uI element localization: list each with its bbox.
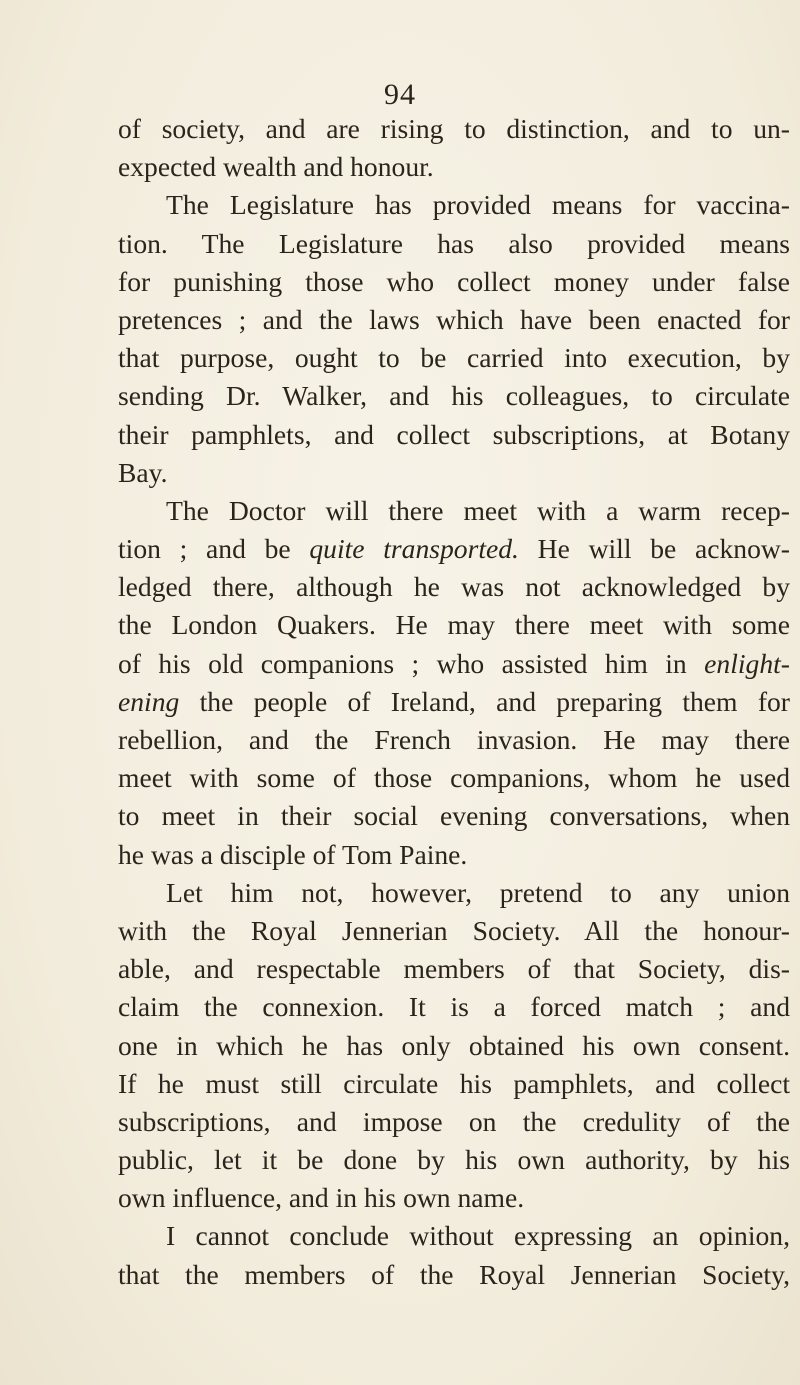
text-segment: the people of Ireland, and preparing them for	[179, 685, 790, 717]
body-text	[118, 110, 790, 1294]
text-line: he was a disciple of Tom Paine.	[118, 838, 468, 870]
text-line: Let him not, however, pretend to any union	[166, 876, 790, 908]
text-line: ledged there, although he was not acknowledged by	[118, 571, 790, 603]
text-line: that purpose, ought to be carried into execution, by	[118, 342, 790, 374]
text-line	[118, 530, 790, 568]
italic-text: ening	[118, 685, 180, 717]
text-line: If he must still circulate his pamphlets, and collect	[118, 1067, 790, 1099]
text-line: the London Quakers. He may there meet with some	[118, 609, 790, 641]
text-segment: tion ; and be	[118, 533, 310, 565]
text-line: with the Royal Jennerian Society. All the honour-	[118, 914, 790, 946]
text-line: one in which he has only obtained his own consent.	[118, 1029, 790, 1061]
text-line: claim the connexion. It is a forced match ; and	[118, 991, 790, 1023]
text-line: public, let it be done by his own authority, by his	[118, 1144, 790, 1176]
italic-text: quite transported.	[309, 533, 519, 565]
text-line: tion. The Legislature has also provided means	[118, 227, 790, 259]
text-line: sending Dr. Walker, and his colleagues, to circulate	[118, 380, 790, 412]
text-line: Bay.	[118, 456, 168, 488]
italic-text: enlight-	[704, 647, 790, 679]
text-line	[118, 645, 790, 683]
text-line: expected wealth and honour.	[118, 151, 434, 183]
text-segment: He will be acknow-	[518, 533, 790, 565]
text-line: able, and respectable members of that Society, dis-	[118, 953, 790, 985]
text-line: The Legislature has provided means for vaccina-	[166, 189, 790, 221]
text-line: rebellion, and the French invasion. He may there	[118, 724, 790, 755]
text-line: meet with some of those companions, whom he used	[118, 762, 790, 794]
text-line	[118, 683, 790, 721]
text-line: to meet in their social evening conversations, when	[118, 800, 790, 832]
text-line: for punishing those who collect money under false	[118, 265, 790, 297]
text-segment: of his old companions ; who assisted him in	[118, 647, 705, 679]
text-line: their pamphlets, and collect subscriptions, at Botany	[118, 418, 790, 450]
page-number: 94	[384, 78, 416, 111]
text-line: I cannot conclude without expressing an opinion,	[166, 1220, 790, 1252]
text-line: that the members of the Royal Jennerian Society,	[118, 1258, 790, 1290]
text-line: The Doctor will there meet with a warm recep-	[166, 494, 790, 526]
text-line: own influence, and in his own name.	[118, 1182, 525, 1214]
text-line: of society, and are rising to distinction, and to un-	[118, 113, 790, 144]
text-line: pretences ; and the laws which have been enacted for	[118, 303, 790, 335]
text-line: subscriptions, and impose on the credulity of the	[118, 1105, 790, 1137]
